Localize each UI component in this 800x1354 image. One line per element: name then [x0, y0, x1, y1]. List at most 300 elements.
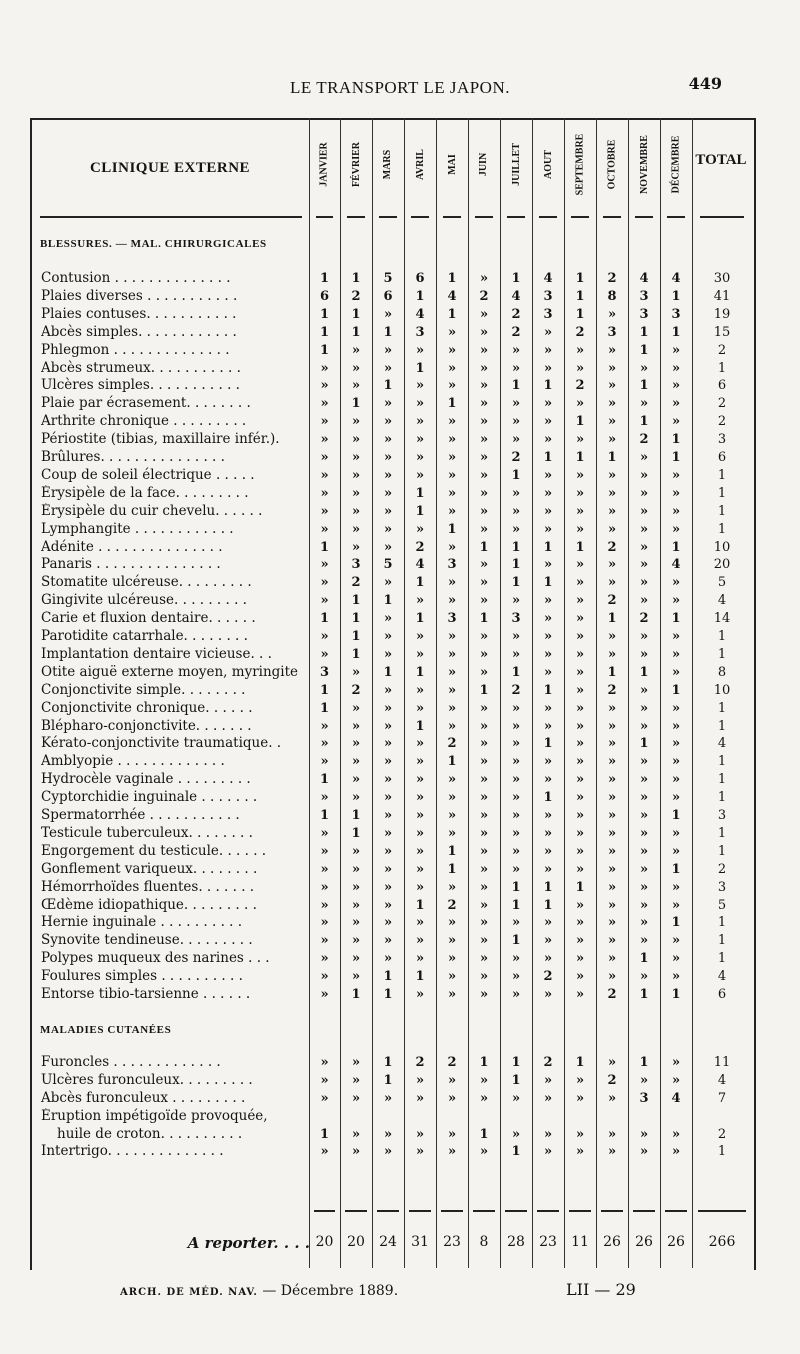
- month-header: [564, 124, 596, 204]
- value-cell: »: [607, 1144, 617, 1160]
- value-cell: 1: [415, 485, 425, 501]
- value-cell: »: [543, 933, 553, 949]
- table-row: [0, 986, 800, 1003]
- table-row: [0, 771, 800, 788]
- value-cell: »: [543, 324, 553, 340]
- value-cell: 1: [351, 987, 361, 1002]
- value-cell: »: [511, 432, 521, 448]
- value-cell: 1: [447, 306, 457, 322]
- value-cell: »: [479, 700, 489, 716]
- value-cell: »: [671, 772, 681, 788]
- value-cell: »: [607, 772, 617, 788]
- table-row: [0, 825, 800, 842]
- value-cell: 1: [575, 271, 585, 286]
- value-cell: »: [543, 485, 553, 501]
- value-cell: »: [415, 1126, 425, 1142]
- value-cell: 3: [543, 306, 553, 322]
- value-cell: »: [479, 718, 489, 734]
- value-cell: »: [575, 432, 585, 448]
- table-row: [0, 306, 800, 323]
- value-cell: »: [320, 933, 329, 949]
- value-cell: 2: [511, 306, 521, 322]
- value-cell: »: [639, 467, 649, 483]
- value-cell: »: [607, 557, 617, 573]
- value-cell: 1: [671, 539, 681, 555]
- value-cell: »: [511, 1126, 521, 1142]
- value-cell: 1: [543, 682, 553, 698]
- value-cell: »: [320, 1072, 329, 1088]
- value-cell: »: [671, 897, 681, 913]
- value-cell: »: [543, 414, 553, 430]
- value-cell: »: [383, 772, 393, 788]
- value-cell: »: [447, 969, 457, 985]
- value-cell: 1: [415, 360, 425, 376]
- table-row: [0, 914, 800, 931]
- table-row: [0, 718, 800, 735]
- value-cell: »: [447, 933, 457, 949]
- value-cell: »: [351, 861, 361, 877]
- value-cell: »: [479, 557, 489, 573]
- value-cell: »: [479, 736, 489, 752]
- total-cell: 1: [717, 790, 727, 806]
- value-cell: »: [479, 324, 489, 340]
- value-cell: »: [415, 467, 425, 483]
- value-cell: »: [447, 450, 457, 465]
- journal-name: ARCH. DE MÉD. NAV.: [120, 1287, 258, 1298]
- value-cell: »: [575, 360, 585, 376]
- total-cell: 6: [717, 450, 727, 465]
- value-cell: »: [479, 396, 489, 412]
- table-row: [0, 360, 800, 377]
- value-cell: »: [511, 861, 521, 877]
- value-cell: 4: [415, 306, 425, 322]
- value-cell: »: [639, 360, 649, 376]
- total-cell: 1: [717, 521, 727, 537]
- value-cell: 1: [383, 378, 393, 394]
- value-cell: 1: [671, 611, 681, 627]
- row-label: Entorse tibio-tarsienne . . . . . .: [41, 986, 251, 1002]
- header-rule: [667, 216, 685, 218]
- total-column-header: TOTAL: [695, 152, 747, 168]
- row-label: Spermatorrhée . . . . . . . . . . .: [41, 807, 240, 823]
- value-cell: »: [383, 414, 393, 430]
- table-row: [0, 628, 800, 645]
- table-row: [0, 503, 800, 520]
- table-row: [0, 467, 800, 484]
- table-row: [0, 574, 800, 591]
- value-cell: »: [511, 951, 521, 967]
- value-cell: 4: [543, 271, 553, 286]
- row-label: Panaris . . . . . . . . . . . . . . .: [41, 556, 221, 573]
- value-cell: 4: [671, 557, 681, 573]
- value-cell: »: [351, 432, 361, 448]
- value-cell: 3: [415, 324, 425, 340]
- value-cell: »: [575, 396, 585, 412]
- table-row: [0, 270, 800, 287]
- value-cell: »: [607, 396, 617, 412]
- total-cell: 1: [717, 646, 727, 662]
- value-cell: 1: [351, 306, 361, 322]
- value-cell: »: [320, 879, 329, 895]
- value-cell: »: [320, 843, 329, 859]
- value-cell: 1: [447, 271, 457, 286]
- value-cell: 2: [607, 593, 617, 609]
- table-row: [0, 592, 800, 609]
- total-cell: 14: [713, 611, 731, 627]
- value-cell: »: [575, 521, 585, 537]
- value-cell: 1: [639, 324, 649, 340]
- value-cell: »: [575, 1090, 585, 1106]
- value-cell: »: [383, 933, 393, 949]
- value-cell: 2: [511, 324, 521, 340]
- table-row: [0, 288, 800, 305]
- value-cell: 1: [511, 664, 521, 680]
- value-cell: 1: [639, 736, 649, 752]
- value-cell: 1: [671, 682, 681, 698]
- value-cell: »: [575, 700, 585, 716]
- total-cell: 7: [717, 1090, 727, 1106]
- table-row: [0, 413, 800, 430]
- value-cell: »: [607, 736, 617, 752]
- value-cell: »: [447, 808, 457, 823]
- total-cell: 5: [717, 897, 727, 913]
- value-cell: »: [511, 414, 521, 430]
- value-cell: »: [447, 1072, 457, 1088]
- value-cell: »: [575, 664, 585, 680]
- value-cell: »: [639, 593, 649, 609]
- month-header-label: SEPTEMBRE: [574, 133, 586, 195]
- value-cell: »: [415, 825, 425, 841]
- header-rule: [443, 216, 461, 218]
- value-cell: 2: [607, 539, 617, 555]
- value-cell: »: [511, 396, 521, 412]
- value-cell: »: [479, 378, 489, 394]
- value-cell: »: [479, 467, 489, 483]
- value-cell: »: [639, 754, 649, 770]
- value-cell: »: [479, 808, 489, 823]
- value-cell: »: [671, 575, 681, 591]
- value-cell: »: [511, 915, 521, 931]
- value-cell: 1: [383, 593, 393, 609]
- total-cell: 11: [713, 1054, 731, 1070]
- value-cell: 2: [447, 1054, 457, 1070]
- row-label: Stomatite ulcéreuse. . . . . . . . .: [41, 574, 252, 591]
- table-row: [0, 789, 800, 806]
- value-cell: »: [575, 933, 585, 949]
- carry-forward-value: 23: [443, 1234, 461, 1250]
- value-cell: 1: [543, 879, 553, 895]
- value-cell: »: [607, 951, 617, 967]
- value-cell: »: [511, 700, 521, 716]
- month-header-label: MARS: [382, 149, 394, 179]
- value-cell: 1: [543, 450, 553, 465]
- value-cell: 1: [415, 897, 425, 913]
- value-cell: »: [607, 754, 617, 770]
- footer-rule: [665, 1210, 687, 1212]
- value-cell: 1: [671, 432, 681, 448]
- value-cell: »: [575, 467, 585, 483]
- value-cell: »: [351, 539, 361, 555]
- value-cell: 1: [383, 987, 393, 1002]
- value-cell: »: [607, 915, 617, 931]
- header-rule: [475, 216, 493, 218]
- value-cell: 1: [351, 396, 361, 412]
- total-cell: 5: [717, 575, 727, 591]
- value-cell: 1: [383, 324, 393, 340]
- header-rule: [379, 216, 397, 218]
- row-label: Adénite . . . . . . . . . . . . . . .: [41, 538, 223, 555]
- row-label: Amblyopie . . . . . . . . . . . . .: [41, 753, 225, 770]
- value-cell: »: [320, 790, 329, 806]
- value-cell: »: [383, 342, 393, 358]
- header-rule: [316, 216, 333, 218]
- month-header: [468, 124, 500, 204]
- value-cell: »: [415, 629, 425, 644]
- value-cell: »: [607, 342, 617, 358]
- value-cell: »: [415, 790, 425, 806]
- value-cell: »: [671, 467, 681, 483]
- total-cell: 41: [713, 288, 731, 304]
- value-cell: »: [575, 951, 585, 967]
- value-cell: 1: [319, 682, 330, 698]
- header-rule: [571, 216, 589, 218]
- value-cell: »: [383, 897, 393, 913]
- value-cell: 1: [671, 987, 681, 1002]
- value-cell: »: [320, 1090, 329, 1106]
- value-cell: »: [447, 593, 457, 609]
- value-cell: »: [639, 575, 649, 591]
- value-cell: 1: [415, 664, 425, 680]
- table-row: [0, 879, 800, 896]
- value-cell: »: [479, 664, 489, 680]
- value-cell: »: [575, 772, 585, 788]
- carry-forward-label: A reporter. . . .: [187, 1234, 310, 1252]
- value-cell: 1: [543, 378, 553, 394]
- value-cell: »: [320, 557, 329, 573]
- value-cell: »: [575, 736, 585, 752]
- value-cell: »: [639, 503, 649, 519]
- value-cell: »: [511, 360, 521, 376]
- value-cell: »: [447, 790, 457, 806]
- total-cell: 2: [717, 861, 727, 877]
- value-cell: »: [607, 646, 617, 662]
- value-cell: »: [575, 575, 585, 591]
- value-cell: 2: [511, 450, 521, 465]
- value-cell: 1: [575, 288, 585, 304]
- value-cell: 2: [351, 682, 361, 698]
- value-cell: 4: [415, 557, 425, 573]
- value-cell: 1: [671, 861, 681, 877]
- value-cell: »: [639, 539, 649, 555]
- value-cell: »: [447, 503, 457, 519]
- value-cell: »: [447, 629, 457, 644]
- issue-date: — Décembre 1889.: [262, 1283, 399, 1299]
- value-cell: »: [351, 1072, 361, 1088]
- value-cell: 1: [415, 575, 425, 591]
- value-cell: »: [639, 933, 649, 949]
- value-cell: 1: [607, 664, 617, 680]
- value-cell: »: [351, 1090, 361, 1106]
- table-row: [0, 735, 800, 752]
- value-cell: »: [415, 396, 425, 412]
- value-cell: 1: [319, 342, 330, 358]
- total-cell: 4: [717, 1072, 727, 1088]
- row-label: Périostite (tibias, maxillaire infér.).: [41, 431, 280, 448]
- row-label: Testicule tuberculeux. . . . . . . .: [41, 824, 253, 841]
- header-rule: [635, 216, 653, 218]
- value-cell: »: [447, 1126, 457, 1142]
- value-cell: »: [447, 467, 457, 483]
- value-cell: »: [415, 682, 425, 698]
- row-label: Ulcères simples. . . . . . . . . . .: [41, 377, 240, 394]
- value-cell: »: [415, 414, 425, 430]
- value-cell: »: [543, 1126, 553, 1142]
- value-cell: »: [639, 861, 649, 877]
- value-cell: 5: [383, 271, 393, 286]
- value-cell: »: [575, 861, 585, 877]
- total-cell: 2: [717, 414, 727, 430]
- value-cell: 2: [415, 539, 425, 555]
- value-cell: 1: [511, 378, 521, 394]
- value-cell: 1: [575, 539, 585, 555]
- value-cell: »: [383, 879, 393, 895]
- value-cell: »: [671, 718, 681, 734]
- value-cell: »: [607, 861, 617, 877]
- value-cell: »: [479, 861, 489, 877]
- value-cell: »: [671, 485, 681, 501]
- section-title: BLESSURES. — MAL. CHIRURGICALES: [40, 238, 267, 250]
- value-cell: 2: [511, 682, 521, 698]
- value-cell: »: [351, 342, 361, 358]
- value-cell: 1: [479, 1126, 489, 1142]
- month-header-label: NOVEMBRE: [638, 134, 650, 194]
- value-cell: »: [415, 593, 425, 609]
- footer-journal: [120, 1283, 398, 1299]
- value-cell: »: [383, 736, 393, 752]
- value-cell: 1: [511, 1072, 521, 1088]
- value-cell: 1: [351, 808, 361, 823]
- row-label: Parotidite catarrhale. . . . . . . .: [41, 628, 248, 644]
- value-cell: 1: [671, 450, 681, 465]
- total-cell: 10: [713, 682, 731, 698]
- value-cell: [500, 1108, 532, 1125]
- value-cell: 4: [447, 288, 457, 304]
- value-cell: »: [447, 664, 457, 680]
- carry-forward-value: 24: [379, 1234, 397, 1250]
- month-header-label: OCTOBRE: [606, 139, 618, 189]
- value-cell: »: [639, 915, 649, 931]
- value-cell: 1: [639, 664, 649, 680]
- carry-forward-value: 28: [507, 1234, 525, 1250]
- value-cell: »: [383, 808, 393, 823]
- value-cell: »: [479, 414, 489, 430]
- value-cell: »: [511, 772, 521, 788]
- total-cell: 1: [717, 360, 727, 376]
- table-row: [0, 968, 800, 985]
- row-label: Brûlures. . . . . . . . . . . . . . .: [41, 449, 225, 465]
- total-cell: [692, 1108, 752, 1125]
- row-label: Plaies diverses . . . . . . . . . . .: [41, 287, 238, 304]
- total-cell: 3: [717, 808, 727, 823]
- value-cell: 1: [639, 1054, 649, 1070]
- value-cell: »: [639, 879, 649, 895]
- value-cell: »: [320, 485, 329, 501]
- value-cell: 1: [543, 575, 553, 591]
- value-cell: »: [320, 414, 329, 430]
- row-label: Conjonctivite simple. . . . . . . .: [41, 681, 246, 698]
- value-cell: »: [351, 718, 361, 734]
- value-cell: »: [415, 933, 425, 949]
- value-cell: »: [383, 432, 393, 448]
- header-rule: [411, 216, 429, 218]
- value-cell: »: [543, 843, 553, 859]
- table-row: [0, 950, 800, 967]
- value-cell: »: [575, 915, 585, 931]
- value-cell: 1: [575, 414, 585, 430]
- value-cell: 1: [543, 736, 553, 752]
- value-cell: »: [351, 951, 361, 967]
- footer-rule: [345, 1210, 367, 1212]
- value-cell: »: [671, 521, 681, 537]
- table-row: [0, 1126, 800, 1143]
- month-header-label: FÉVRIER: [350, 141, 362, 187]
- value-cell: »: [671, 825, 681, 841]
- total-cell: 19: [713, 306, 731, 322]
- row-label: Œdème idiopathique. . . . . . . . .: [41, 896, 257, 913]
- value-cell: »: [607, 700, 617, 716]
- value-cell: 1: [351, 646, 361, 662]
- value-cell: »: [479, 754, 489, 770]
- value-cell: »: [447, 324, 457, 340]
- value-cell: »: [351, 736, 361, 752]
- value-cell: »: [543, 951, 553, 967]
- value-cell: »: [320, 432, 329, 448]
- value-cell: 1: [319, 324, 330, 340]
- value-cell: 1: [543, 790, 553, 806]
- total-cell: 8: [717, 664, 727, 680]
- header-rule: [507, 216, 525, 218]
- value-cell: »: [543, 503, 553, 519]
- value-cell: »: [671, 969, 681, 985]
- table-row: [0, 556, 800, 573]
- value-cell: »: [639, 1126, 649, 1142]
- running-title: LE TRANSPORT LE JAPON.: [290, 78, 510, 97]
- value-cell: 2: [607, 987, 617, 1002]
- total-cell: 1: [717, 754, 727, 770]
- value-cell: »: [479, 897, 489, 913]
- value-cell: »: [320, 646, 329, 662]
- value-cell: »: [575, 987, 585, 1002]
- row-label: Hydrocèle vaginale . . . . . . . . .: [41, 771, 251, 788]
- value-cell: »: [511, 754, 521, 770]
- total-cell: 15: [713, 324, 731, 340]
- value-cell: »: [511, 808, 521, 823]
- value-cell: »: [639, 843, 649, 859]
- value-cell: »: [607, 969, 617, 985]
- value-cell: »: [607, 879, 617, 895]
- value-cell: »: [607, 521, 617, 537]
- value-cell: [436, 1108, 468, 1125]
- value-cell: »: [351, 503, 361, 519]
- carry-forward-value: 23: [539, 1234, 557, 1250]
- value-cell: 1: [447, 396, 457, 412]
- total-cell: 2: [717, 396, 727, 412]
- value-cell: »: [575, 593, 585, 609]
- value-cell: 1: [383, 1054, 393, 1070]
- value-cell: »: [383, 450, 393, 465]
- footer-rule: [537, 1210, 559, 1212]
- value-cell: 3: [639, 288, 649, 304]
